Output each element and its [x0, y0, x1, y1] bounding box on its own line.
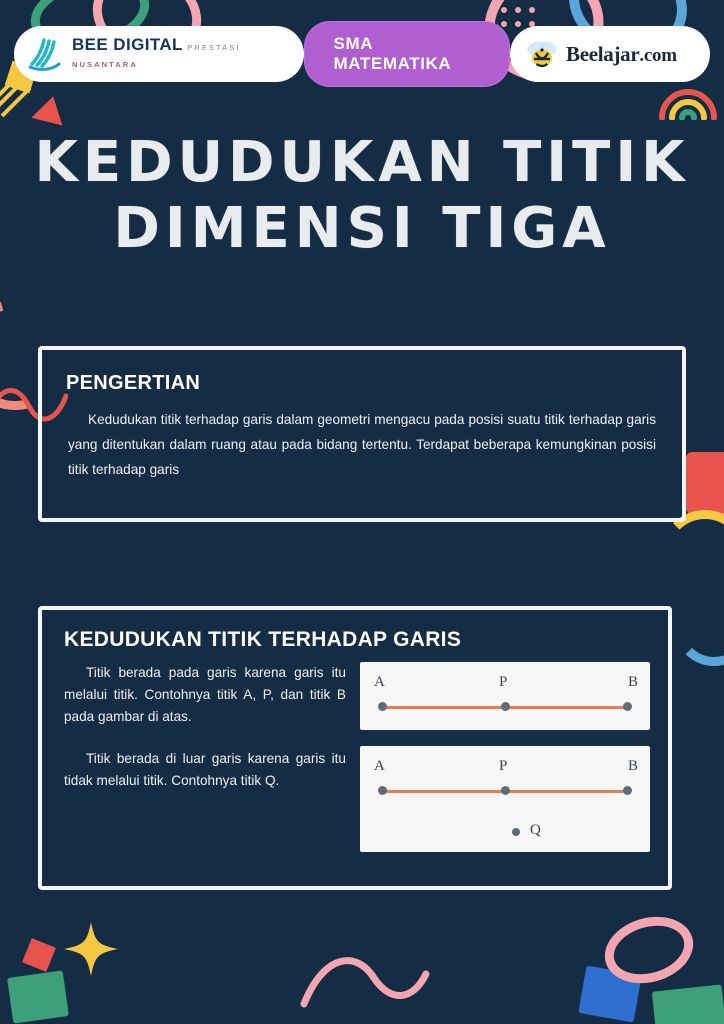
beelajar-wordmark: Beelajar.com	[566, 41, 677, 66]
card-pengertian	[38, 346, 686, 522]
bee-digital-logo[interactable]	[14, 26, 304, 82]
card-pengertian-heading: PENGERTIAN	[66, 372, 201, 394]
figure1-label-p: P	[499, 674, 508, 690]
card-kedudukan-content	[64, 662, 650, 852]
card-kedudukan-heading: KEDUDUKAN TITIK TERHADAP GARIS	[64, 628, 462, 651]
figure1-label-b: B	[627, 674, 638, 690]
decorative-red-block	[686, 452, 724, 514]
figure2-label-p: P	[499, 758, 508, 774]
figure1-label-a: A	[374, 674, 385, 690]
decorative-pink-ring-bottom-right	[597, 907, 701, 993]
page-title	[0, 130, 724, 262]
figure-point-outside-line	[360, 746, 650, 852]
page-title-line-2: DIMENSI TIGA	[113, 196, 611, 262]
card-kedudukan-titik-terhadap-garis	[38, 606, 672, 890]
decorative-green-block-bottom-right	[652, 984, 724, 1024]
bee-icon	[524, 39, 560, 69]
bee-digital-subtitle: PRESTASI NUSANTARA	[72, 43, 241, 69]
poster-header	[0, 22, 724, 86]
figure2-label-q: Q	[530, 822, 541, 838]
bee-digital-title: BEE DIGITAL	[72, 35, 183, 55]
card-kedudukan-figure-column	[360, 662, 650, 852]
decorative-stripes-icon	[0, 86, 34, 120]
figure2-point-p	[501, 786, 510, 795]
bee-digital-logo-text	[72, 36, 284, 72]
subject-badge[interactable]: SMA MATEMATIKA	[304, 21, 510, 87]
page-title-line-1: KEDUDUKAN TITIK	[34, 130, 690, 195]
figure2-label-a: A	[374, 758, 385, 774]
figure-point-on-line	[360, 662, 650, 730]
beelajar-logo[interactable]	[510, 26, 710, 82]
paragraph-point-on-line: Titik berada pada garis karena garis itu melalui titik. Contohnya titik A, P, dan titik B pada gambar di atas.	[64, 665, 346, 725]
decorative-green-block-bottom-left	[7, 970, 69, 1023]
decorative-red-triangle	[31, 93, 68, 126]
figure2-point-q	[512, 828, 520, 836]
decorative-star-icon	[62, 920, 120, 978]
figure1-point-p	[501, 702, 510, 711]
figure1-point-a	[378, 702, 387, 711]
paragraph-point-outside-line: Titik berada di luar garis karena garis itu tidak melalui titik. Contohnya titik Q.	[64, 751, 346, 789]
decorative-pink-wave	[300, 944, 430, 1014]
decorative-red-square-bottom-left	[22, 938, 56, 972]
figure1-point-b	[623, 702, 632, 711]
card-kedudukan-text-column	[64, 662, 346, 852]
figure2-point-a	[378, 786, 387, 795]
figure2-point-b	[623, 786, 632, 795]
decorative-blue-arc	[674, 586, 724, 666]
bee-digital-mark-icon	[28, 37, 62, 71]
figure2-label-b: B	[627, 758, 638, 774]
card-pengertian-body: Kedudukan titik terhadap garis dalam geometri mengacu pada posisi suatu titik terhadap garis yang ditentukan dalam ruang atau pada bidang tertentu. Terdapat beberapa kemungkinan posisi titik terhadap garis	[68, 412, 656, 478]
decorative-blue-block-bottom-right	[578, 966, 641, 1023]
decorative-yellow-arc	[660, 510, 724, 600]
